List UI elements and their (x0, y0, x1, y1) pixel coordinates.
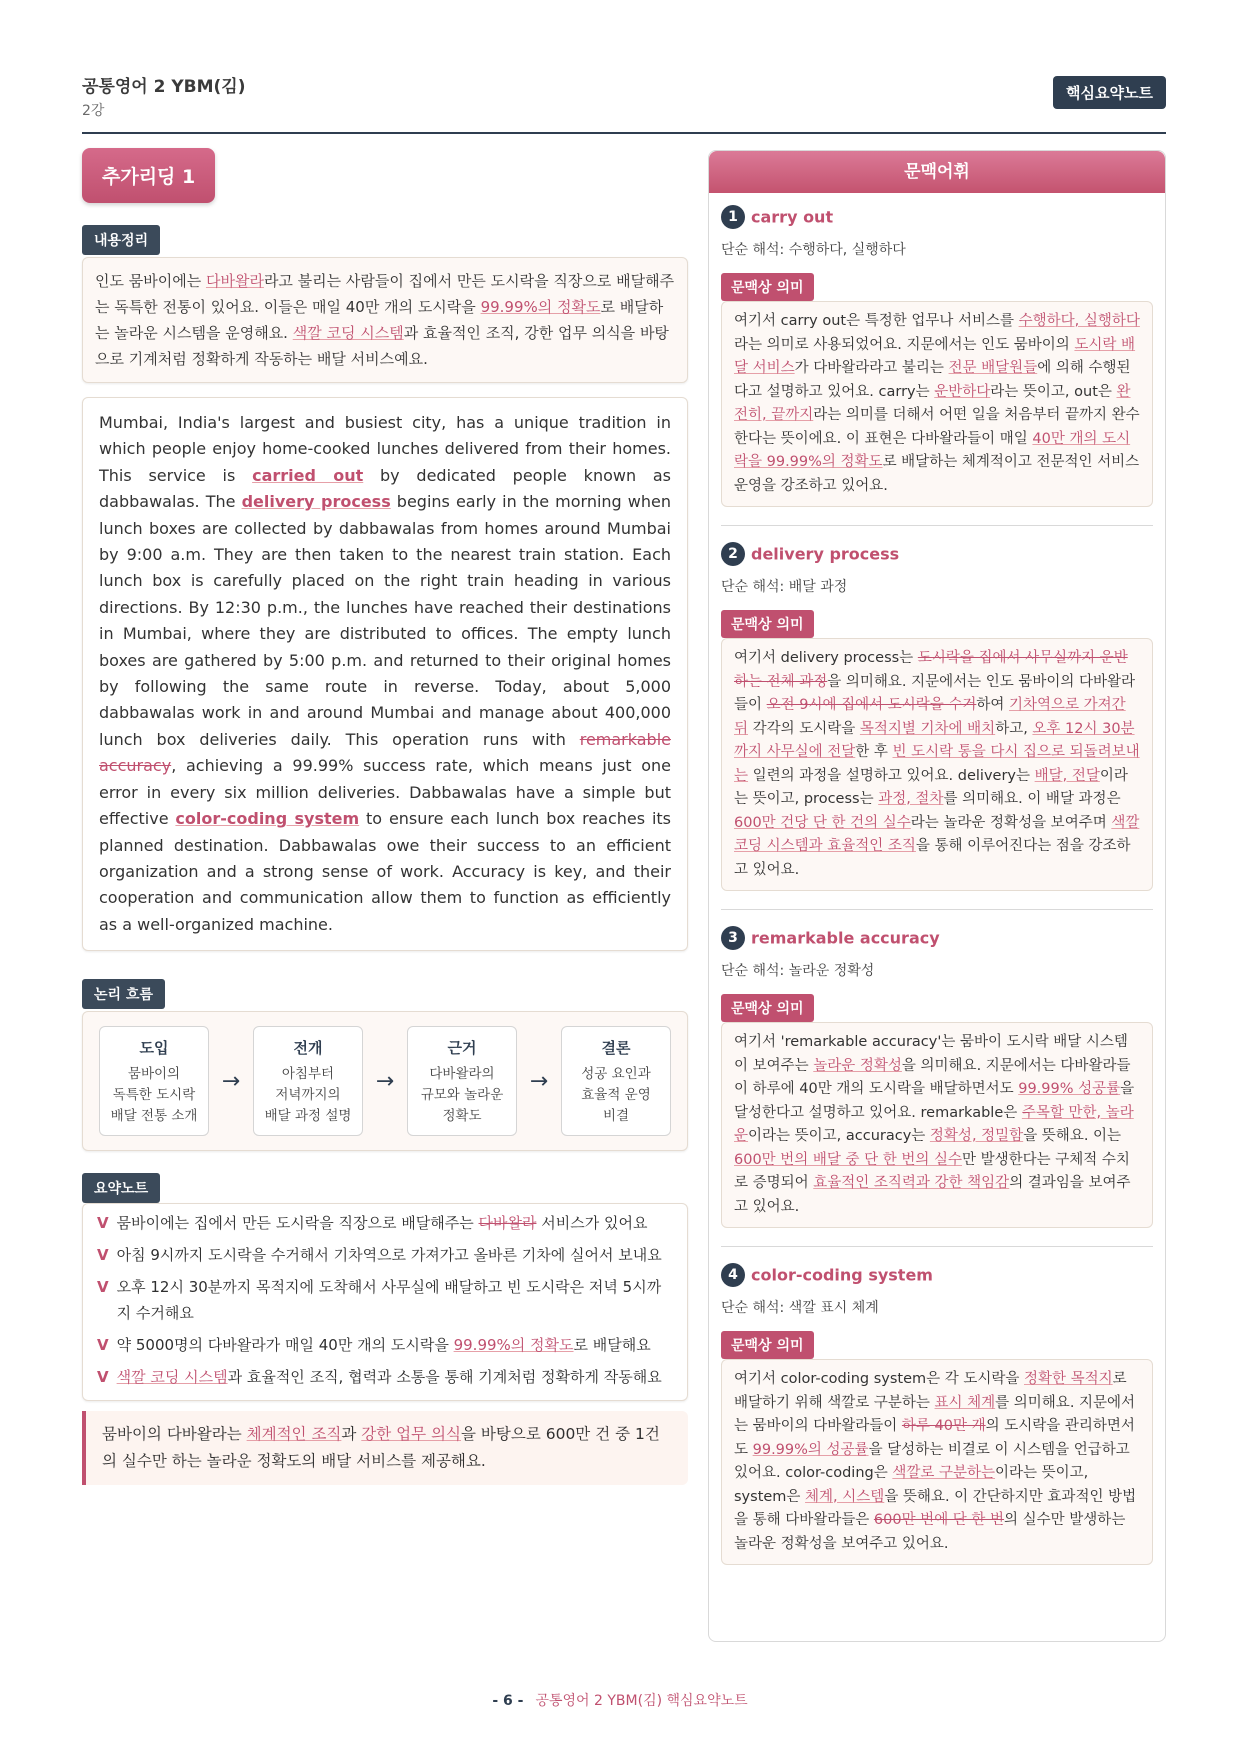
content-summary-tag: 내용정리 (82, 225, 160, 255)
vocab-term: carry out (751, 207, 834, 227)
context-label: 문맥상 의미 (721, 273, 814, 301)
item-number: 2 (721, 542, 745, 566)
vocab-item (721, 926, 1153, 1228)
flow-step-evidence: 근거 다바왈라의 규모와 놀라운 정확도 (407, 1026, 517, 1136)
flow-step-conclusion: 결론 성공 요인과 효율적 운영 비결 (561, 1026, 671, 1136)
footer-title: 공통영어 2 YBM(김) 핵심요약노트 (535, 1693, 748, 1709)
arrow-icon: → (529, 1068, 549, 1094)
one-line-summary: 뭄바이의 다바왈라는 체계적인 조직과 강한 업무 의식을 바탕으로 600만 건 중 1건의 실수만 하는 놀라운 정확도의 배달 서비스를 제공해요. (82, 1411, 688, 1485)
item-number: 4 (721, 1263, 745, 1287)
item-number: 1 (721, 205, 745, 229)
highlight-carried-out: carried out (252, 465, 364, 485)
vocab-term: color-coding system (751, 1265, 933, 1285)
logic-flow-tag: 논리 흐름 (82, 979, 165, 1009)
check-icon: V (97, 1368, 109, 1387)
item-number: 3 (721, 926, 745, 950)
context-meaning: 여기서 'remarkable accuracy'는 뭄바이 도시락 배달 시스템이 보여주는 놀라운 정확성을 의미해요. 지문에서는 다바왈라들이 하루에 40만 개의 도시락을 배달하면서도 99.99% 성공률을 달성한다고 설명하고 있어요. remarkable은 주목할 만한, 놀라운이라는 뜻이고, accuracy는 정확성, 정밀함을 뜻해요. 이는 600만 번의 배달 중 단 한 번의 실수만 발생한다는 구체적 수치로 증명되어 효율적인 조직력과 강한 책임감의 결과임을 보여주고 있어요. (721, 1022, 1153, 1228)
panel-header: 문맥어휘 (709, 151, 1165, 193)
check-icon: V (97, 1246, 109, 1265)
highlight-delivery-process: delivery process (241, 492, 391, 512)
note-item: V 약 5000명의 다바왈라가 매일 40만 개의 도시락을 99.99%의 정확도로 배달해요 (97, 1332, 673, 1358)
page-footer (0, 1690, 1240, 1710)
highlight-color-coding-system: color-coding system (175, 809, 360, 829)
arrow-icon: → (221, 1068, 241, 1094)
context-vocab-panel (708, 150, 1166, 1642)
arrow-icon: → (375, 1068, 395, 1094)
lesson-label: 2강 (82, 103, 105, 119)
page-number: - 6 - (492, 1693, 524, 1709)
check-icon: V (97, 1336, 109, 1355)
divider (721, 1246, 1153, 1247)
context-meaning: 여기서 delivery process는 도시락을 집에서 사무실까지 운반하는 전체 과정을 의미해요. 지문에서는 인도 뭄바이의 다바왈라들이 오전 9시에 집에서 도시락을 수거하여 기차역으로 가져간 뒤 각각의 도시락을 목적지별 기차에 배치하고, 오후 12시 30분까지 사무실에 전달한 후 빈 도시락 통을 다시 집으로 되돌려보내는 일련의 과정을 설명하고 있어요. delivery는 배달, 전달이라는 뜻이고, process는 과정, 절차를 의미해요. 이 배달 과정은 600만 건당 단 한 건의 실수라는 놀라운 정확성을 보여주며 색깔 코딩 시스템과 효율적인 조직을 통해 이루어진다는 점을 강조하고 있어요. (721, 638, 1153, 891)
page-header (82, 70, 1166, 134)
note-item: V 아침 9시까지 도시락을 수거해서 기차역으로 가져가고 올바른 기차에 실어서 보내요 (97, 1242, 673, 1268)
left-column (82, 148, 688, 1485)
note-item: V 색깔 코딩 시스템과 효율적인 조직, 협력과 소통을 통해 기계처럼 정확하게 작동해요 (97, 1364, 673, 1390)
context-label: 문맥상 의미 (721, 610, 814, 638)
context-label: 문맥상 의미 (721, 1331, 814, 1359)
reading-passage: Mumbai, India's largest and busiest city, has a unique tradition in which people enjoy home-cooked lunches delivered from their homes. This service is carried out by dedicated people known as dabbawalas. The delivery process begins early in the morning when lunch boxes are collected by dabbawalas from homes around Mumbai by 9:00 a.m. They are then taken to the nearest train station. Each lunch box is carefully placed on the right train heading in various directions. By 12:30 p.m., the lunches have reached their destinations in Mumbai, where they are distributed to offices. The empty lunch boxes are gathered by 5:00 p.m. and returned to their original homes by following the same route in reverse. Today, about 5,000 dabbawalas work in and around Mumbai and manage about 400,000 lunch box deliveries daily. This operation runs with remarkable accuracy, achieving a 99.99% success rate, which means just one error in every six million deliveries. Dabbawalas have a simple but effective color-coding system to ensure each lunch box reaches its planned destination. Dabbawalas owe their success to an efficient organization and a strong sense of work. Accuracy is key, and their cooperation and communication allow them to function as efficiently as a well-organized machine. (82, 397, 688, 951)
summary-notes-tag: 요약노트 (82, 1173, 160, 1203)
simple-meaning: 단순 해석: 색깔 표시 체계 (721, 1300, 879, 1316)
highlight: 색깔 코딩 시스템 (292, 324, 404, 342)
vocab-item (721, 542, 1153, 891)
vocab-term: delivery process (751, 544, 900, 564)
simple-meaning: 단순 해석: 수행하다, 실행하다 (721, 242, 906, 258)
note-type-badge: 핵심요약노트 (1053, 76, 1166, 109)
highlight: 다바왈라 (205, 272, 264, 290)
check-icon: V (97, 1278, 109, 1297)
vocab-item (721, 205, 1153, 507)
context-meaning: 여기서 color-coding system은 각 도시락을 정확한 목적지로 배달하기 위해 색깔로 구분하는 표시 체계를 의미해요. 지문에서는 뭄바이의 다바왈라들이 하루 40만 개의 도시락을 관리하면서도 99.99%의 성공률을 달성하는 비결로 이 시스템을 언급하고 있어요. color-coding은 색깔로 구분하는이라는 뜻이고, system은 체계, 시스템을 뜻해요. 이 간단하지만 효과적인 방법을 통해 다바왈라들은 600만 번에 단 한 번의 실수만 발생하는 놀라운 정확성을 보여주고 있어요. (721, 1359, 1153, 1565)
flow-step-development: 전개 아침부터 저녁까지의 배달 과정 설명 (253, 1026, 363, 1136)
vocab-term: remarkable accuracy (751, 928, 940, 948)
summary-notes (82, 1203, 688, 1401)
note-item: V 오후 12시 30분까지 목적지에 도착해서 사무실에 배달하고 빈 도시락은 저녁 5시까지 수거해요 (97, 1274, 673, 1326)
simple-meaning: 단순 해석: 놀라운 정확성 (721, 963, 875, 979)
flow-step-intro: 도입 뭄바이의 독특한 도시락 배달 전통 소개 (99, 1026, 209, 1136)
highlight: 99.99%의 정확도 (480, 298, 601, 316)
context-label: 문맥상 의미 (721, 994, 814, 1022)
vocab-item (721, 1263, 1153, 1565)
highlight-remarkable-accuracy: remarkable accuracy (99, 729, 671, 776)
logic-flow (82, 1011, 688, 1151)
context-meaning: 여기서 carry out은 특정한 업무나 서비스를 수행하다, 실행하다라는 의미로 사용되었어요. 지문에서는 인도 뭄바이의 도시락 배달 서비스가 다바왈라라고 불리는 전문 배달원들에 의해 수행된다고 설명하고 있어요. carry는 운반하다라는 뜻이고, out은 완전히, 끝까지라는 의미를 더해서 어떤 일을 처음부터 끝까지 완수한다는 뜻이에요. 이 표현은 다바왈라들이 매일 40만 개의 도시락을 99.99%의 정확도로 배달하는 체계적이고 전문적인 서비스 운영을 강조하고 있어요. (721, 301, 1153, 507)
divider (721, 525, 1153, 526)
check-icon: V (97, 1214, 109, 1233)
textbook-title: 공통영어 2 YBM(김) (82, 77, 246, 97)
divider (721, 909, 1153, 910)
content-summary-box: 인도 뭄바이에는 다바왈라라고 불리는 사람들이 집에서 만든 도시락을 직장으로 배달해주는 독특한 전통이 있어요. 이들은 매일 40만 개의 도시락을 99.99%의 정확도로 배달하는 놀라운 시스템을 운영해요. 색깔 코딩 시스템과 효율적인 조직, 강한 업무 의식을 바탕으로 기계처럼 정확하게 작동하는 배달 서비스예요. (82, 257, 688, 383)
note-item: V 뭄바이에는 집에서 만든 도시락을 직장으로 배달해주는 다바왈라 서비스가 있어요 (97, 1210, 673, 1236)
simple-meaning: 단순 해석: 배달 과정 (721, 579, 848, 595)
section-title: 추가리딩 1 (82, 148, 215, 203)
